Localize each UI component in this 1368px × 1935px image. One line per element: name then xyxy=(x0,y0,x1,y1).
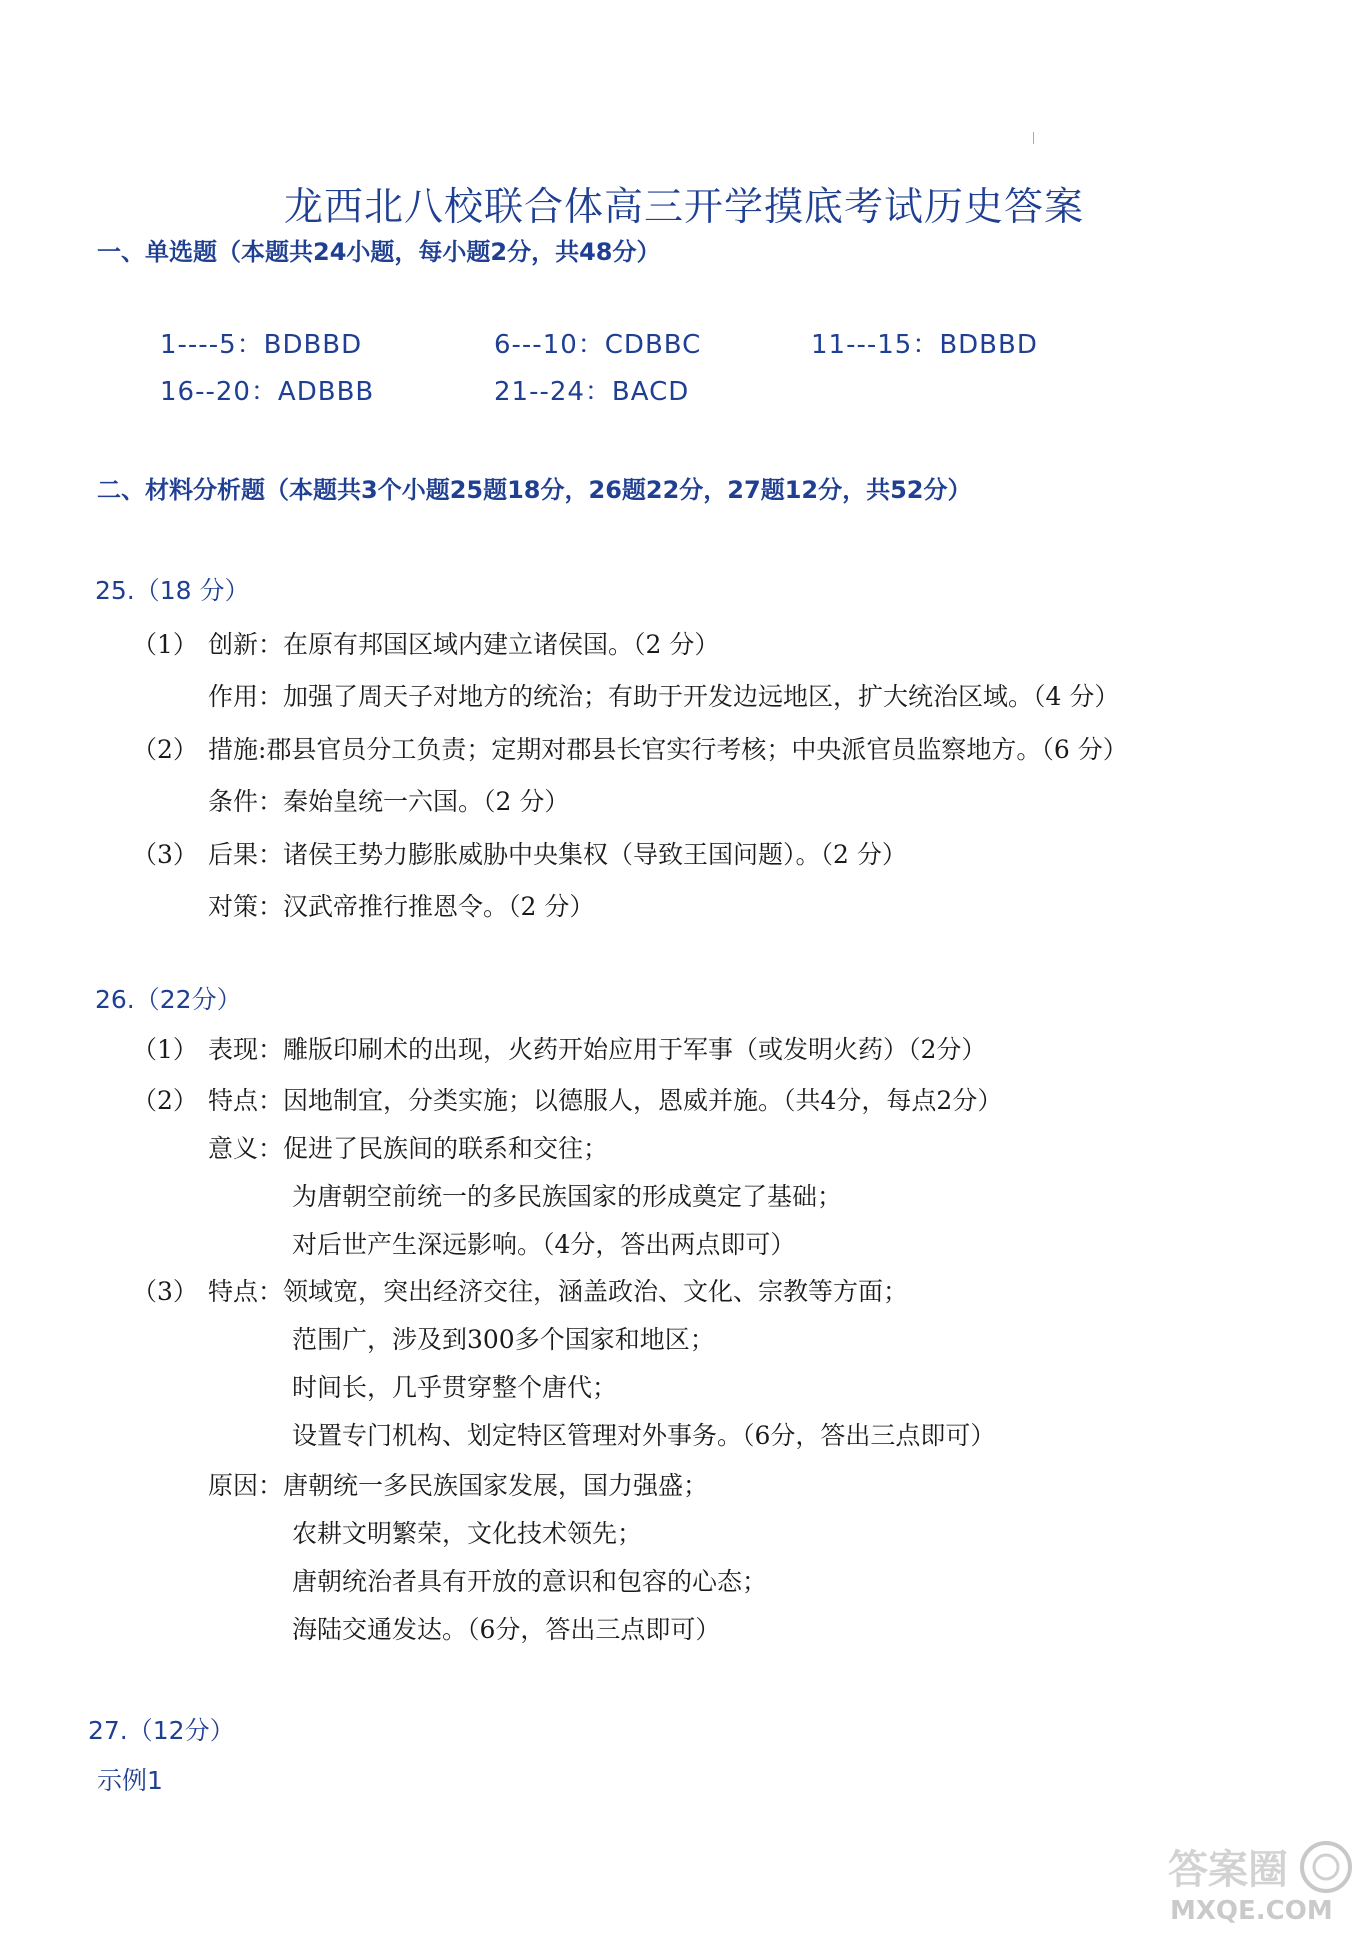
q25-part1-number: （1） xyxy=(132,630,198,659)
q26-header: 26.（22分） xyxy=(95,985,242,1014)
q26-part2-line2: 意义：促进了民族间的联系和交往； xyxy=(208,1134,609,1163)
q25-part2-line2: 条件：秦始皇统一六国。（2 分） xyxy=(208,787,570,816)
site-watermark xyxy=(1150,1837,1360,1927)
q26-part2-line1: 特点：因地制宜，分类实施；以德服人，恩威并施。（共4分，每点2分） xyxy=(208,1086,1003,1115)
scan-mark xyxy=(1033,132,1034,144)
section1-heading: 一、单选题（本题共24小题，每小题2分，共48分） xyxy=(97,238,661,266)
q26-part1-line1: 表现：雕版印刷术的出现，火药开始应用于军事（或发明火药）（2分） xyxy=(208,1035,987,1064)
q26-part3-line3: 时间长，几乎贯穿整个唐代； xyxy=(292,1373,618,1402)
q26-part2-line3: 为唐朝空前统一的多民族国家的形成奠定了基础； xyxy=(292,1182,843,1211)
section2-heading: 二、材料分析题（本题共3个小题25题18分，26题22分，27题12分，共52分） xyxy=(97,476,972,504)
answer-range-21-24: 21--24：BACD xyxy=(494,377,690,407)
answer-range-16-20: 16--20：ADBBB xyxy=(160,377,375,407)
answer-range-11-15: 11---15：BDBBD xyxy=(811,330,1038,360)
q25-part2-number: （2） xyxy=(132,735,198,764)
watermark-logo-icon xyxy=(1150,1837,1360,1927)
q25-part1-line1: 创新：在原有邦国区域内建立诸侯国。（2 分） xyxy=(208,630,720,659)
q26-part1-number: （1） xyxy=(132,1035,198,1064)
watermark-text: 答案圈 xyxy=(1168,1847,1288,1893)
answer-range-6-10: 6---10：CDBBC xyxy=(494,330,702,360)
q25-part2-line1: 措施:郡县官员分工负责；定期对郡县长官实行考核；中央派官员监察地方。（6 分） xyxy=(208,735,1128,764)
q26-part3-line5: 原因：唐朝统一多民族国家发展，国力强盛； xyxy=(208,1471,709,1500)
q26-part3-line7: 唐朝统治者具有开放的意识和包容的心态； xyxy=(292,1567,768,1596)
q25-part3-line2: 对策：汉武帝推行推恩令。（2 分） xyxy=(208,892,595,921)
q27-example-label: 示例1 xyxy=(97,1766,163,1795)
watermark-url: MXQE.COM xyxy=(1170,1896,1333,1926)
q26-part3-line6: 农耕文明繁荣，文化技术领先； xyxy=(292,1519,643,1548)
q26-part3-line1: 特点：领域宽，突出经济交往，涵盖政治、文化、宗教等方面； xyxy=(208,1277,909,1306)
q26-part2-number: （2） xyxy=(132,1086,198,1115)
q25-part1-line2: 作用：加强了周天子对地方的统治；有助于开发边远地区，扩大统治区域。（4 分） xyxy=(208,682,1120,711)
q26-part3-number: （3） xyxy=(132,1277,198,1306)
q26-part3-line4: 设置专门机构、划定特区管理对外事务。（6分，答出三点即可） xyxy=(292,1421,996,1450)
page-title: 龙西北八校联合体高三开学摸底考试历史答案 xyxy=(283,185,1084,230)
q26-part3-line2: 范围广，涉及到300多个国家和地区； xyxy=(292,1325,715,1354)
q25-part3-line1: 后果：诸侯王势力膨胀威胁中央集权（导致王国问题）。（2 分） xyxy=(208,840,907,869)
q27-header: 27.（12分） xyxy=(88,1716,235,1745)
q25-header: 25.（18 分） xyxy=(95,576,250,605)
q25-part3-number: （3） xyxy=(132,840,198,869)
answer-range-1-5: 1----5：BDBBD xyxy=(160,330,363,360)
q26-part3-line8: 海陆交通发达。（6分，答出三点即可） xyxy=(292,1615,721,1644)
q26-part2-line4: 对后世产生深远影响。（4分，答出两点即可） xyxy=(292,1230,796,1259)
